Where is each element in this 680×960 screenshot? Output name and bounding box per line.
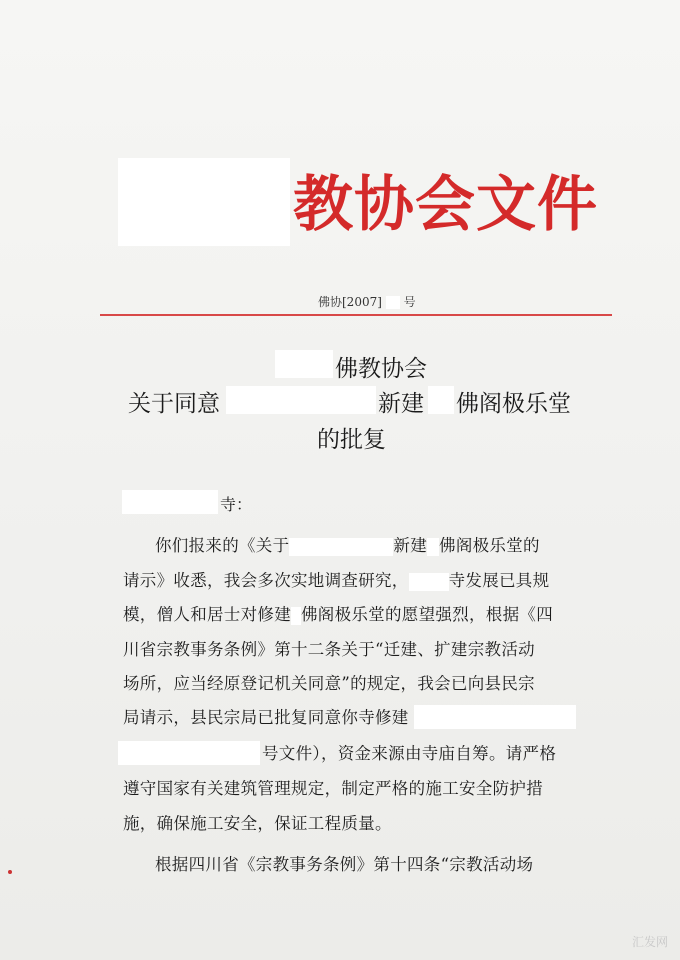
body-line-2 <box>123 567 549 591</box>
title-line-2-end: 佛阁极乐堂 <box>456 391 571 417</box>
document-number <box>318 293 416 310</box>
addressee: 寺： <box>220 495 253 514</box>
body-text: 局请示，县民宗局已批复同意你寺修建 <box>123 708 409 727</box>
redacted-doc-number <box>386 296 400 309</box>
body-text: 请示》收悉，我会多次实地调查研究， <box>123 571 409 590</box>
masthead <box>118 150 598 250</box>
body-line-10: 根据四川省《宗教事务条例》第十四条“宗教活动场 <box>155 855 534 874</box>
title-line-1: 佛教协会 <box>335 356 427 382</box>
body-text: 模，僧人和居士对修建 <box>123 605 291 624</box>
body-line-1 <box>155 532 540 556</box>
red-divider <box>100 314 612 316</box>
body-line-5: 场所，应当经原登记机关同意”的规定，我会已向县民宗 <box>123 674 535 693</box>
redacted-temple-ref <box>289 538 393 556</box>
watermark: 汇发网 <box>631 935 668 949</box>
body-line-4: 川省宗教事务条例》第十二条关于“迁建、扩建宗教活动 <box>123 640 535 659</box>
title-line-3: 的批复 <box>317 427 386 453</box>
scan-mark <box>8 870 12 874</box>
body-line-9: 施，确保施工安全，保证工程质量。 <box>123 814 392 833</box>
body-line-3 <box>123 601 553 625</box>
redacted-temple-name <box>226 386 376 414</box>
redacted-hall-ref <box>427 538 439 556</box>
redacted-addressee <box>122 490 218 514</box>
document-number-suffix: 号 <box>403 295 416 309</box>
body-text: 佛阁极乐堂的 <box>439 536 540 555</box>
body-text: 新建 <box>393 536 428 555</box>
title-line-2-mid: 新建 <box>378 391 424 417</box>
redacted-hall-ref <box>291 607 301 625</box>
body-text: 佛阁极乐堂的愿望强烈，根据《四 <box>301 605 553 624</box>
body-line-6 <box>123 704 409 728</box>
redacted-hall-name <box>428 386 454 414</box>
redacted-temple-ref <box>409 573 449 591</box>
body-text: 你们报来的《关于 <box>155 536 290 555</box>
body-line-7: 号文件），资金来源由寺庙自筹。请严格 <box>262 744 557 763</box>
body-text: 寺发展已具规 <box>448 571 550 590</box>
document-number-prefix: 佛协[2007] <box>318 295 382 309</box>
redacted-file-number <box>118 741 260 765</box>
title-line-2-start: 关于同意 <box>128 391 220 417</box>
redacted-county-name <box>275 350 333 378</box>
redacted-approval-ref <box>414 705 576 729</box>
body-line-8: 遵守国家有关建筑管理规定，制定严格的施工安全防护措 <box>123 779 543 798</box>
masthead-title: 教协会文件 <box>293 170 598 240</box>
